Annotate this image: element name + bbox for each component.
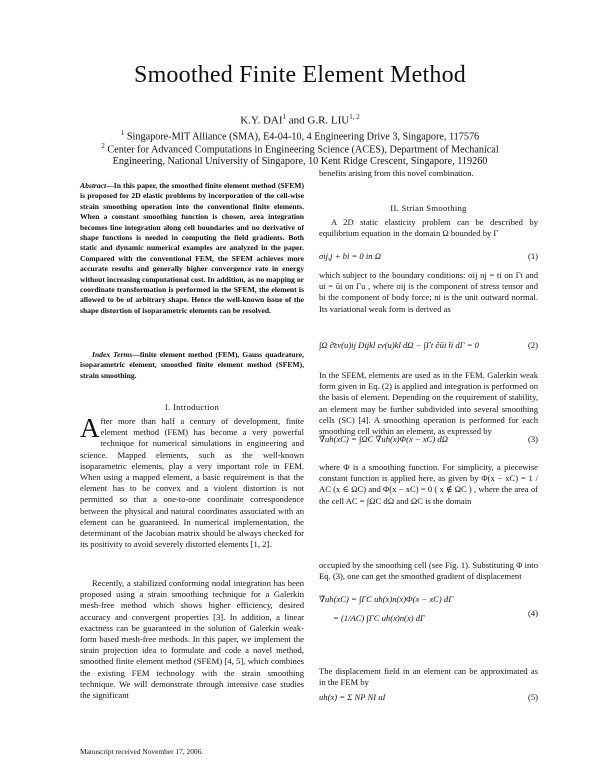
s2-paragraph-2: which subject to the boundary conditions: σij nj = ti on Γt and ui = ūi on Γu , where σij is the component of stress tensor and bi the component of body force; ni is the unit outward normal. Its variational weak form is derived as [319,270,538,314]
index-terms-text: —finite element method (FEM), Gauss quadrature, isoparametric element, smoothed finite element method (SFEM), strain smoothing. [80,350,304,380]
s2-paragraph-3: In the SFEM, elements are used as in the FEM. Galerkin weak form given in Eq. (2) is applied and integration is performed on the basis of element. Depending on the requirement of stability, an element may be further subdivided into several smoothing cells (SC) [4]. A smoothing operation is performed for each smoothing cell within an element, as expressed by [319,370,538,437]
index-terms-label: Index Terms [92,350,133,359]
authors-line [0,113,600,127]
abstract-text: —In this paper, the smoothed finite element method (SFEM) is proposed for 2D elastic problems by incorporation of the cell-wise strain smoothing operation into the conventional finite elements. When a constant smoothing function is chosen, area integration becomes line integration along cell boundaries and no derivative of shape functions is needed in computing the field gradients. Both static and dynamic numerical examples are analyzed in the paper. Compared with the conventional FEM, the SFEM achieves more accurate results and generally higher convergence rate in energy without increasing computational cost. In addition, as no mapping or coordinate transformation is performed in the SFEM, the element is allowed to be of arbitrary shape. Hence the well-known issue of the shape distortion of isoparametric elements can be resolved. [80,181,304,315]
equation-4-number: (4) [527,608,538,618]
section-1-heading: I. Introduction [164,402,220,412]
paper-title: Smoothed Finite Element Method [134,62,466,88]
equation-4 [319,594,538,624]
equation-5: uh(x) = Σ NP NI uI (5) [319,692,538,702]
abstract [80,181,304,316]
s2-paragraph-4: where Φ is a smoothing function. For simplicity, a piecewise constant function is applied here, as given by Φ(x − xC) = 1 / AC (x ∈ ΩC) and Φ(x − xC) = 0 ( x ∉ ΩC ) , where the area of the cell AC = ∫ΩC dΩ and ΩC is the domain [319,462,538,506]
section-2-heading: II. Strian Smoothing [390,203,467,213]
affiliation-1: $^1$ Singapore-MIT Alliance (SMA), E4-04-10, 4 Engineering Drive 3, Singapore, 117576 [120,129,480,143]
author-1: K.Y. DAI [240,114,283,127]
affiliation-2: $^2$ Center for Advanced Computations in Engineering Science (ACES), Department of Mechanical Engineering, National University of Singapore, 10 Kent Ridge Crescent, Singapore, 119260 [101,142,499,168]
author-2: and G.R. LIU [288,114,350,127]
equation-2-number: (2) [527,340,538,350]
s2-paragraph-6: The displacement field in an element can be approximated as in the FEM by [319,666,538,688]
author-1-sup: 1 [282,113,287,121]
intro-paragraph-1: After more than half a century of development, finite element method (FEM) has become a very powerful technique for numerical simulations in engineering and science. Mapped elements, such as the well-known isoparametric elements, play a very important role in FEM. When using a mapped element, a basic requirement is that the element has to be convex and a violent distortion is not permitted so that a one-to-one coordinate correspondence between the physical and natural coordinates associated with an element can be guaranteed. In numerical implementation, the determinant of the Jacobian matrix should be always checked for its positivity to avoid severely distorted elements [1, 2]. [80,413,304,550]
equation-5-number: (5) [527,692,538,702]
equation-2: ∫Ω ∂̄εv(u)ij Dijkl εv(u)kl dΩ − ∫Γt ∂ūi t̄i dΓ = 0 (2) [319,340,538,350]
drop-cap: A [80,413,100,443]
index-terms [80,350,304,381]
manuscript-footnote: Manuscript received November 17, 2006. [80,747,204,756]
abstract-label: Abstract [80,181,107,190]
s2-paragraph-5: occupied by the smoothing cell (see Fig. 1). Substituting Φ into Eq. (3), one can get the smoothed gradient of displacement [319,560,538,582]
equation-3: ∇̃uh(xC) = ∫ΩC ∇uh(x)Φ(x − xC) dΩ (3) [319,434,538,444]
right-continuation: benefits arising from this novel combination. [319,168,474,178]
equation-4-line-1: ∇̃uh(xC) = ∫ΓC uh(x)n(x)Φ(x − xC) dΓ [319,594,454,604]
equation-1-number: (1) [527,251,538,261]
affiliation-1-sup: 1 [120,129,125,137]
equation-1: σij,j + bi = 0 in Ω (1) [319,251,538,261]
s2-paragraph-1: A 2D static elasticity problem can be described by equilibrium equation in the domain Ω bounded by Γ [319,217,538,239]
equation-3-number: (3) [527,434,538,444]
affiliation-2-sup: 2 [101,142,105,150]
intro-paragraph-2: Recently, a stabilized conforming nodal integration has been proposed using a strain smoothing technique for a Galerkin mesh-free method which shows higher efficiency, desired accuracy and convergent properties [3]. In addition, a linear exactness can be guaranteed in the solution of Galerkin weak-form based mesh-free methods. In this paper, we implement the strain projection idea to formulate and code a novel method, smoothed finite element method (SFEM) [4, 5], which combines the existing FEM technology with the strain smoothing technique. We will demonstrate through intensive case studies the significant [80,578,304,701]
author-2-sup: 1, 2 [349,113,360,121]
equation-4-line-2: = (1/AC) ∫ΓC uh(x)n(x) dΓ [333,613,425,624]
